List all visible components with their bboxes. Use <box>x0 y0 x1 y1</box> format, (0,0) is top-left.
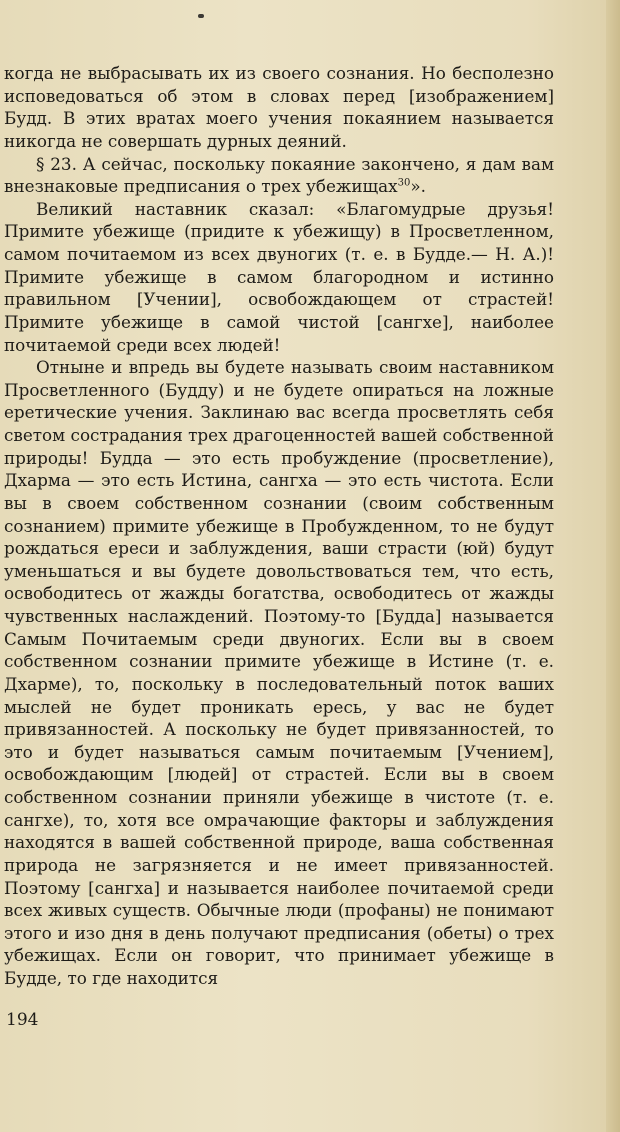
paragraph-4 <box>4 356 554 990</box>
paragraph-4-text: Отныне и впредь вы будете называть своим наставником Просветленного (Будду) и не будете опираться на ложные еретические учения. Заклинаю вас всегда просветлять себя светом сострадания трех драгоценностей вашей собственной природы! Будда — это есть пробуждение (просветление), Дхарма — это есть Истина, сангха — это есть чистота. Если вы в своем собственном сознании (своим собственным сознанием) примите убежище в Пробужденном, то не будут рождаться ереси и заблуждения, ваши страсти (юй) будут уменьшаться и вы будете довольствоваться тем, что есть, освободитесь от жажды богатства, освободитесь от жажды чувственных наслаждений. Поэтому-то [Будда] называется Самым Почитаемым среди двуногих. Если вы в своем собственном сознании примите убежище в Истине (т. е. Дхарме), то, поскольку в последовательный поток ваших мыслей не будет проникать ересь, у вас не будет привязанностей. А поскольку не будет привязанностей, то это и будет называться самым почитаемым [Учением], освобождающим [людей] от страстей. Если вы в своем собственном сознании приняли убежище в чистоте (т. е. сангхе), то, хотя все омрачающие факторы и заблуждения находятся в вашей собственной природе, ваша собственная природа не загрязняется и не имеет привязанностей. Поэтому [сангха] и называется наиболее почитаемой среди всех живых существ. Обычные люди (профаны) не понимают этого и изо дня в день получают предписания (обеты) о трех убежищах. Если он говорит, что принимает убежище в Будде, то где находится <box>4 357 554 988</box>
paragraph-2-ending: ». <box>410 176 426 197</box>
paragraph-1-text: когда не выбрасывать их из своего сознания. Но бесполезно исповедоваться об этом в словах перед [изображением] Будд. В этих вратах моего учения покаянием называется никогда не совершать дурных деяний. <box>4 63 554 151</box>
page-number: 194 <box>6 1010 39 1030</box>
paragraph-1 <box>4 62 554 153</box>
paragraph-3-text: Великий наставник сказал: «Благомудрые друзья! Примите убежище (придите к убежищу) в Просветленном, самом почитаемом из всех двуногих (т. е. в Будде.— Н. А.)! Примите убежище в самом благородном и истинно правильном [Учении], освобождающем от страстей! Примите убежище в самой чистой [сангхе], наиболее почитаемой среди всех людей! <box>4 198 554 355</box>
paragraph-2-text: § 23. А сейчас, поскольку покаяние закончено, я дам вам внезнаковые предписания о трех убежищах <box>4 153 554 197</box>
footnote-marker: 30 <box>397 177 411 189</box>
page-spine-shadow <box>606 0 620 1132</box>
print-mark <box>198 14 204 18</box>
paragraph-3 <box>4 198 554 356</box>
paragraph-2 <box>4 153 554 198</box>
body-text <box>4 62 554 990</box>
